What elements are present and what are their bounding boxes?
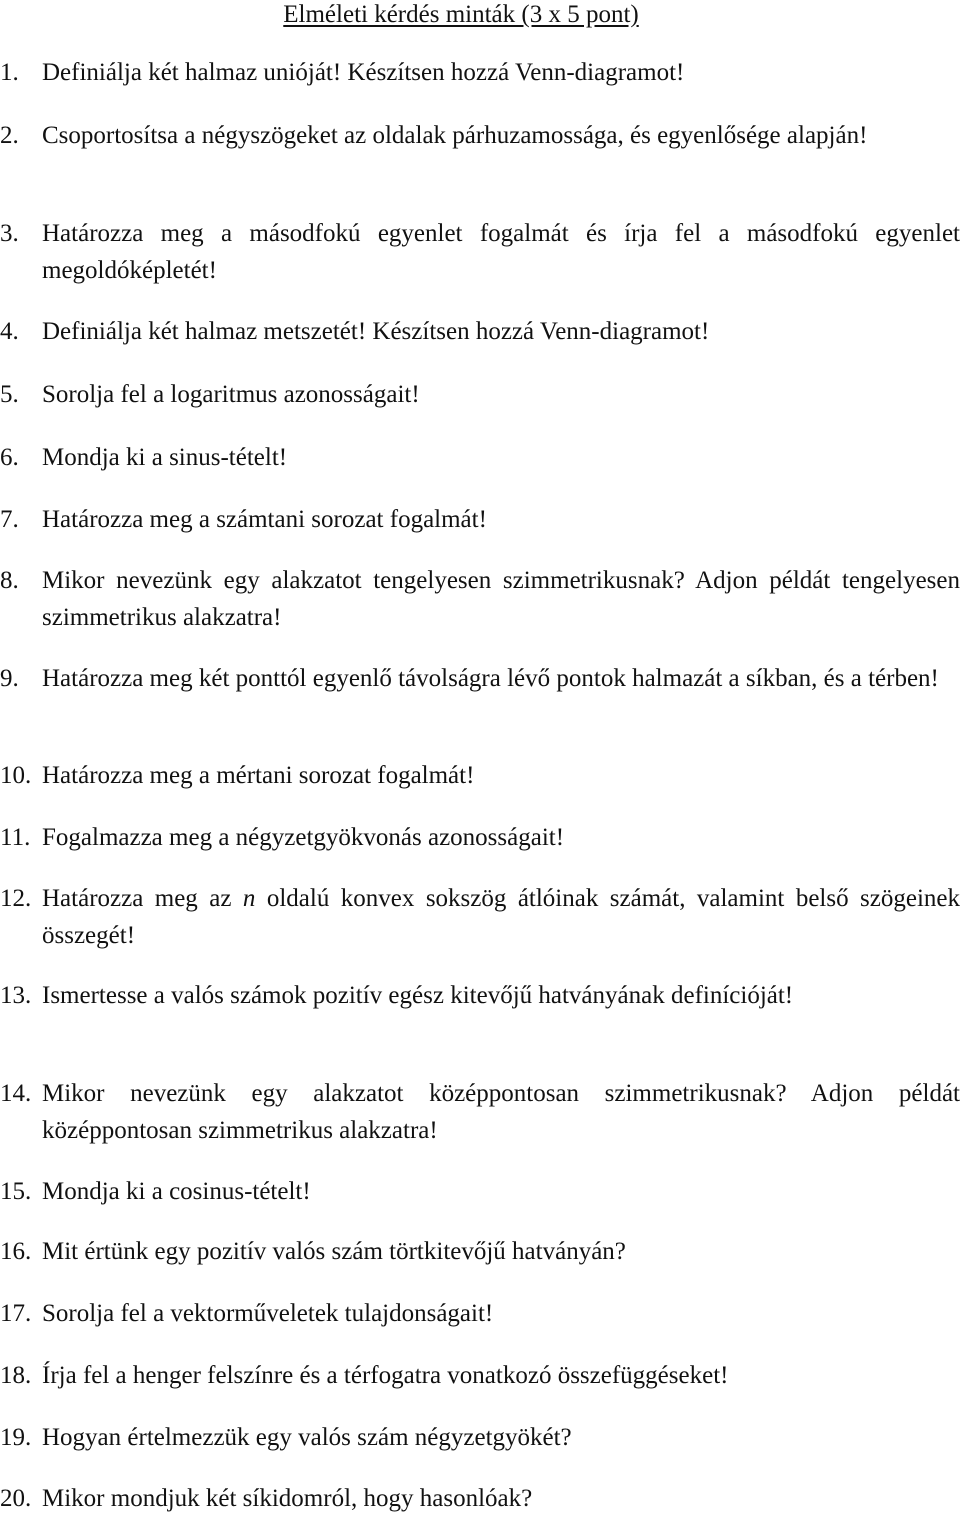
question-text: Írja fel a henger felszínre és a térfogatra vonatkozó összefüggéseket! xyxy=(42,1362,729,1389)
question-text: Mit értünk egy pozitív valós szám törtkitevőjű hatványán? xyxy=(42,1238,626,1265)
question-number: 5. xyxy=(0,381,19,408)
question-text: Sorolja fel a logaritmus azonosságait! xyxy=(42,381,420,408)
question-text: Mondja ki a cosinus-tételt! xyxy=(42,1178,311,1205)
question-number: 2. xyxy=(0,122,19,149)
variable-n: n xyxy=(242,885,256,912)
question-text: Csoportosítsa a négyszögeket az oldalak párhuzamossága, és egyenlősége alapján! xyxy=(42,122,868,149)
question-number: 13. xyxy=(0,982,32,1009)
question-number: 1. xyxy=(0,59,19,86)
document-title: Elméleti kérdés minták (3 x 5 pont) xyxy=(283,1,639,28)
question-text: Határozza meg két ponttól egyenlő távolságra lévő pontok halmazát a síkban, és a térben! xyxy=(42,665,939,692)
question-number: 12. xyxy=(0,885,32,912)
question-number: 4. xyxy=(0,318,19,345)
question-text: Mikor nevezünk egy alakzatot tengelyesen szimmetrikusnak? Adjon példát tengelyesen szimmetrikus alakzatra! xyxy=(42,567,960,631)
question-text: Definiálja két halmaz metszetét! Készítsen hozzá Venn-diagramot! xyxy=(42,318,710,345)
question-text-part: Határozza meg az xyxy=(42,885,243,912)
question-text: Mikor nevezünk egy alakzatot középpontosan szimmetrikusnak? Adjon példát középpontosan szimmetrikus alakzatra! xyxy=(42,1080,960,1144)
question-number: 17. xyxy=(0,1300,32,1327)
question-number: 6. xyxy=(0,444,19,471)
question-text: Határozza meg a másodfokú egyenlet fogalmát és írja fel a másodfokú egyenlet megoldóképletét! xyxy=(42,220,960,284)
question-text: Hogyan értelmezzük egy valós szám négyzetgyökét? xyxy=(42,1424,572,1451)
question-number: 19. xyxy=(0,1424,32,1451)
question-number: 11. xyxy=(0,824,31,851)
question-number: 3. xyxy=(0,220,19,247)
question-number: 10. xyxy=(0,762,32,789)
question-text: Mondja ki a sinus-tételt! xyxy=(42,444,288,471)
question-text: Ismertesse a valós számok pozitív egész kitevőjű hatványának definícióját! xyxy=(42,982,794,1009)
question-text: Határozza meg a mértani sorozat fogalmát! xyxy=(42,762,475,789)
question-number: 7. xyxy=(0,506,19,533)
question-number: 16. xyxy=(0,1238,32,1265)
question-text: Mikor mondjuk két síkidomról, hogy hasonlóak? xyxy=(42,1485,533,1512)
question-number: 14. xyxy=(0,1080,32,1107)
question-number: 15. xyxy=(0,1178,32,1205)
question-number: 8. xyxy=(0,567,19,594)
question-text-part: oldalú konvex sokszög átlóinak számát, valamint belső szögeinek összegét! xyxy=(42,885,960,949)
question-text: Definiálja két halmaz unióját! Készítsen hozzá Venn-diagramot! xyxy=(42,59,685,86)
question-number: 9. xyxy=(0,665,19,692)
question-text: Határozza meg a számtani sorozat fogalmát! xyxy=(42,506,487,533)
question-text: Fogalmazza meg a négyzetgyökvonás azonosságait! xyxy=(42,824,565,851)
question-text xyxy=(42,880,960,954)
question-number: 20. xyxy=(0,1485,32,1512)
question-text: Sorolja fel a vektorműveletek tulajdonságait! xyxy=(42,1300,494,1327)
question-number: 18. xyxy=(0,1362,32,1389)
